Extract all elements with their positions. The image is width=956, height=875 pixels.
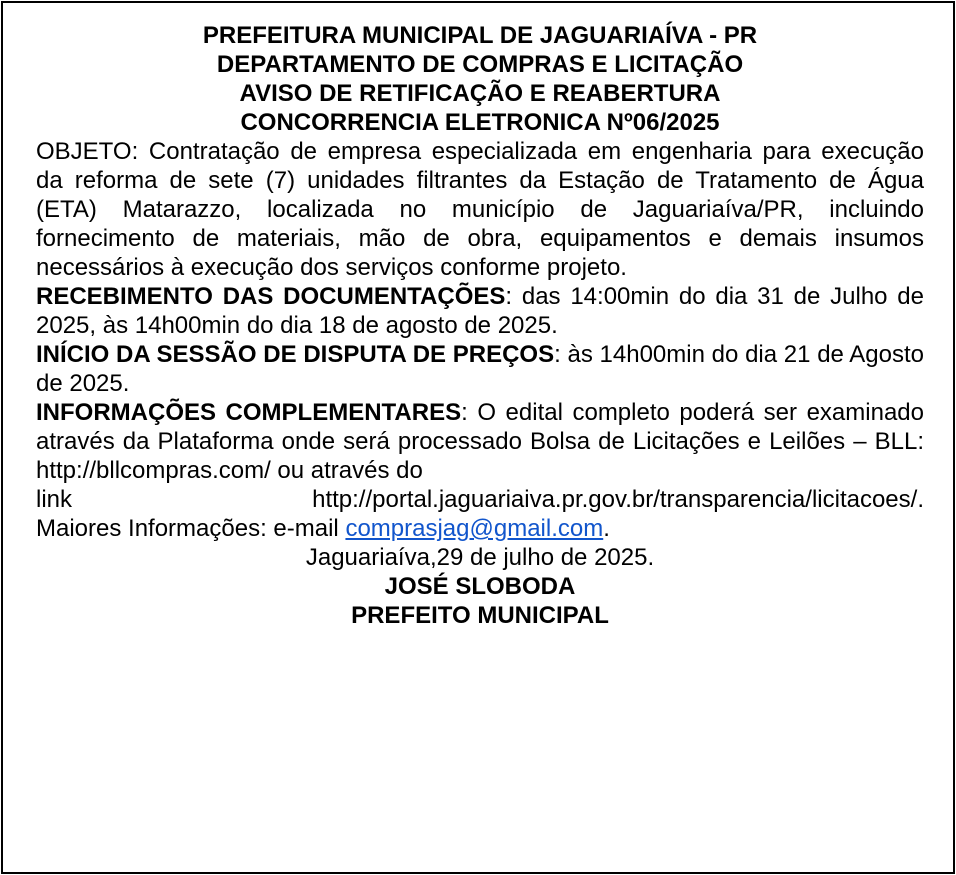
maiores-informacoes bbox=[36, 514, 924, 543]
header-municipality: PREFEITURA MUNICIPAL DE JAGUARIAÍVA - PR bbox=[202, 22, 758, 49]
informacoes-text: : O edital completo poderá ser examinado através da Plataforma onde será processado Bolsa de Licitações e Leilões – BLL: http://bllcompras.com/ ou através do bbox=[36, 399, 924, 484]
inicio-text: : às 14h00min do dia 21 de Agosto de 2025. bbox=[36, 341, 925, 397]
notice-box bbox=[1, 1, 955, 874]
header-department: DEPARTAMENTO DE COMPRAS E LICITAÇÃO bbox=[216, 51, 744, 78]
maiores-suffix: . bbox=[603, 515, 610, 542]
email-link[interactable]: comprasjag@gmail.com bbox=[345, 515, 604, 542]
recebimento-paragraph bbox=[36, 282, 924, 340]
informacoes-label: INFORMAÇÕES COMPLEMENTARES bbox=[36, 399, 462, 426]
portal-link-line bbox=[36, 485, 924, 514]
signature-date: Jaguariaíva,29 de julho de 2025. bbox=[305, 544, 655, 571]
notice-content bbox=[36, 21, 924, 630]
inicio-label: INÍCIO DA SESSÃO DE DISPUTA DE PREÇOS bbox=[36, 341, 555, 368]
signatory-role: PREFEITO MUNICIPAL bbox=[351, 602, 609, 629]
recebimento-text: : das 14:00min do dia 31 de Julho de 2025, às 14h00min do dia 18 de agosto de 2025. bbox=[36, 283, 924, 339]
inicio-paragraph bbox=[36, 340, 924, 398]
header-tender-number: CONCORRENCIA ELETRONICA Nº06/2025 bbox=[240, 109, 720, 136]
signatory-name: JOSÉ SLOBODA bbox=[384, 573, 576, 600]
portal-url: http://portal.jaguariaiva.pr.gov.br/transparencia/licitacoes/. bbox=[312, 486, 924, 513]
objeto-paragraph: OBJETO: Contratação de empresa especializada em engenharia para execução da reforma de sete (7) unidades filtrantes da Estação de Tratamento de Água (ETA) Matarazzo, localizada no município de Jaguariaíva/PR, incluindo fornecimento de materiais, mão de obra, equipamentos e demais insumos necessários à execução dos serviços conforme projeto. bbox=[36, 138, 924, 281]
informacoes-paragraph bbox=[36, 398, 924, 485]
header-notice-type: AVISO DE RETIFICAÇÃO E REABERTURA bbox=[239, 80, 721, 107]
link-word: link bbox=[36, 486, 73, 513]
recebimento-label: RECEBIMENTO DAS DOCUMENTAÇÕES bbox=[36, 283, 506, 310]
maiores-prefix: Maiores Informações: e-mail bbox=[36, 515, 346, 542]
